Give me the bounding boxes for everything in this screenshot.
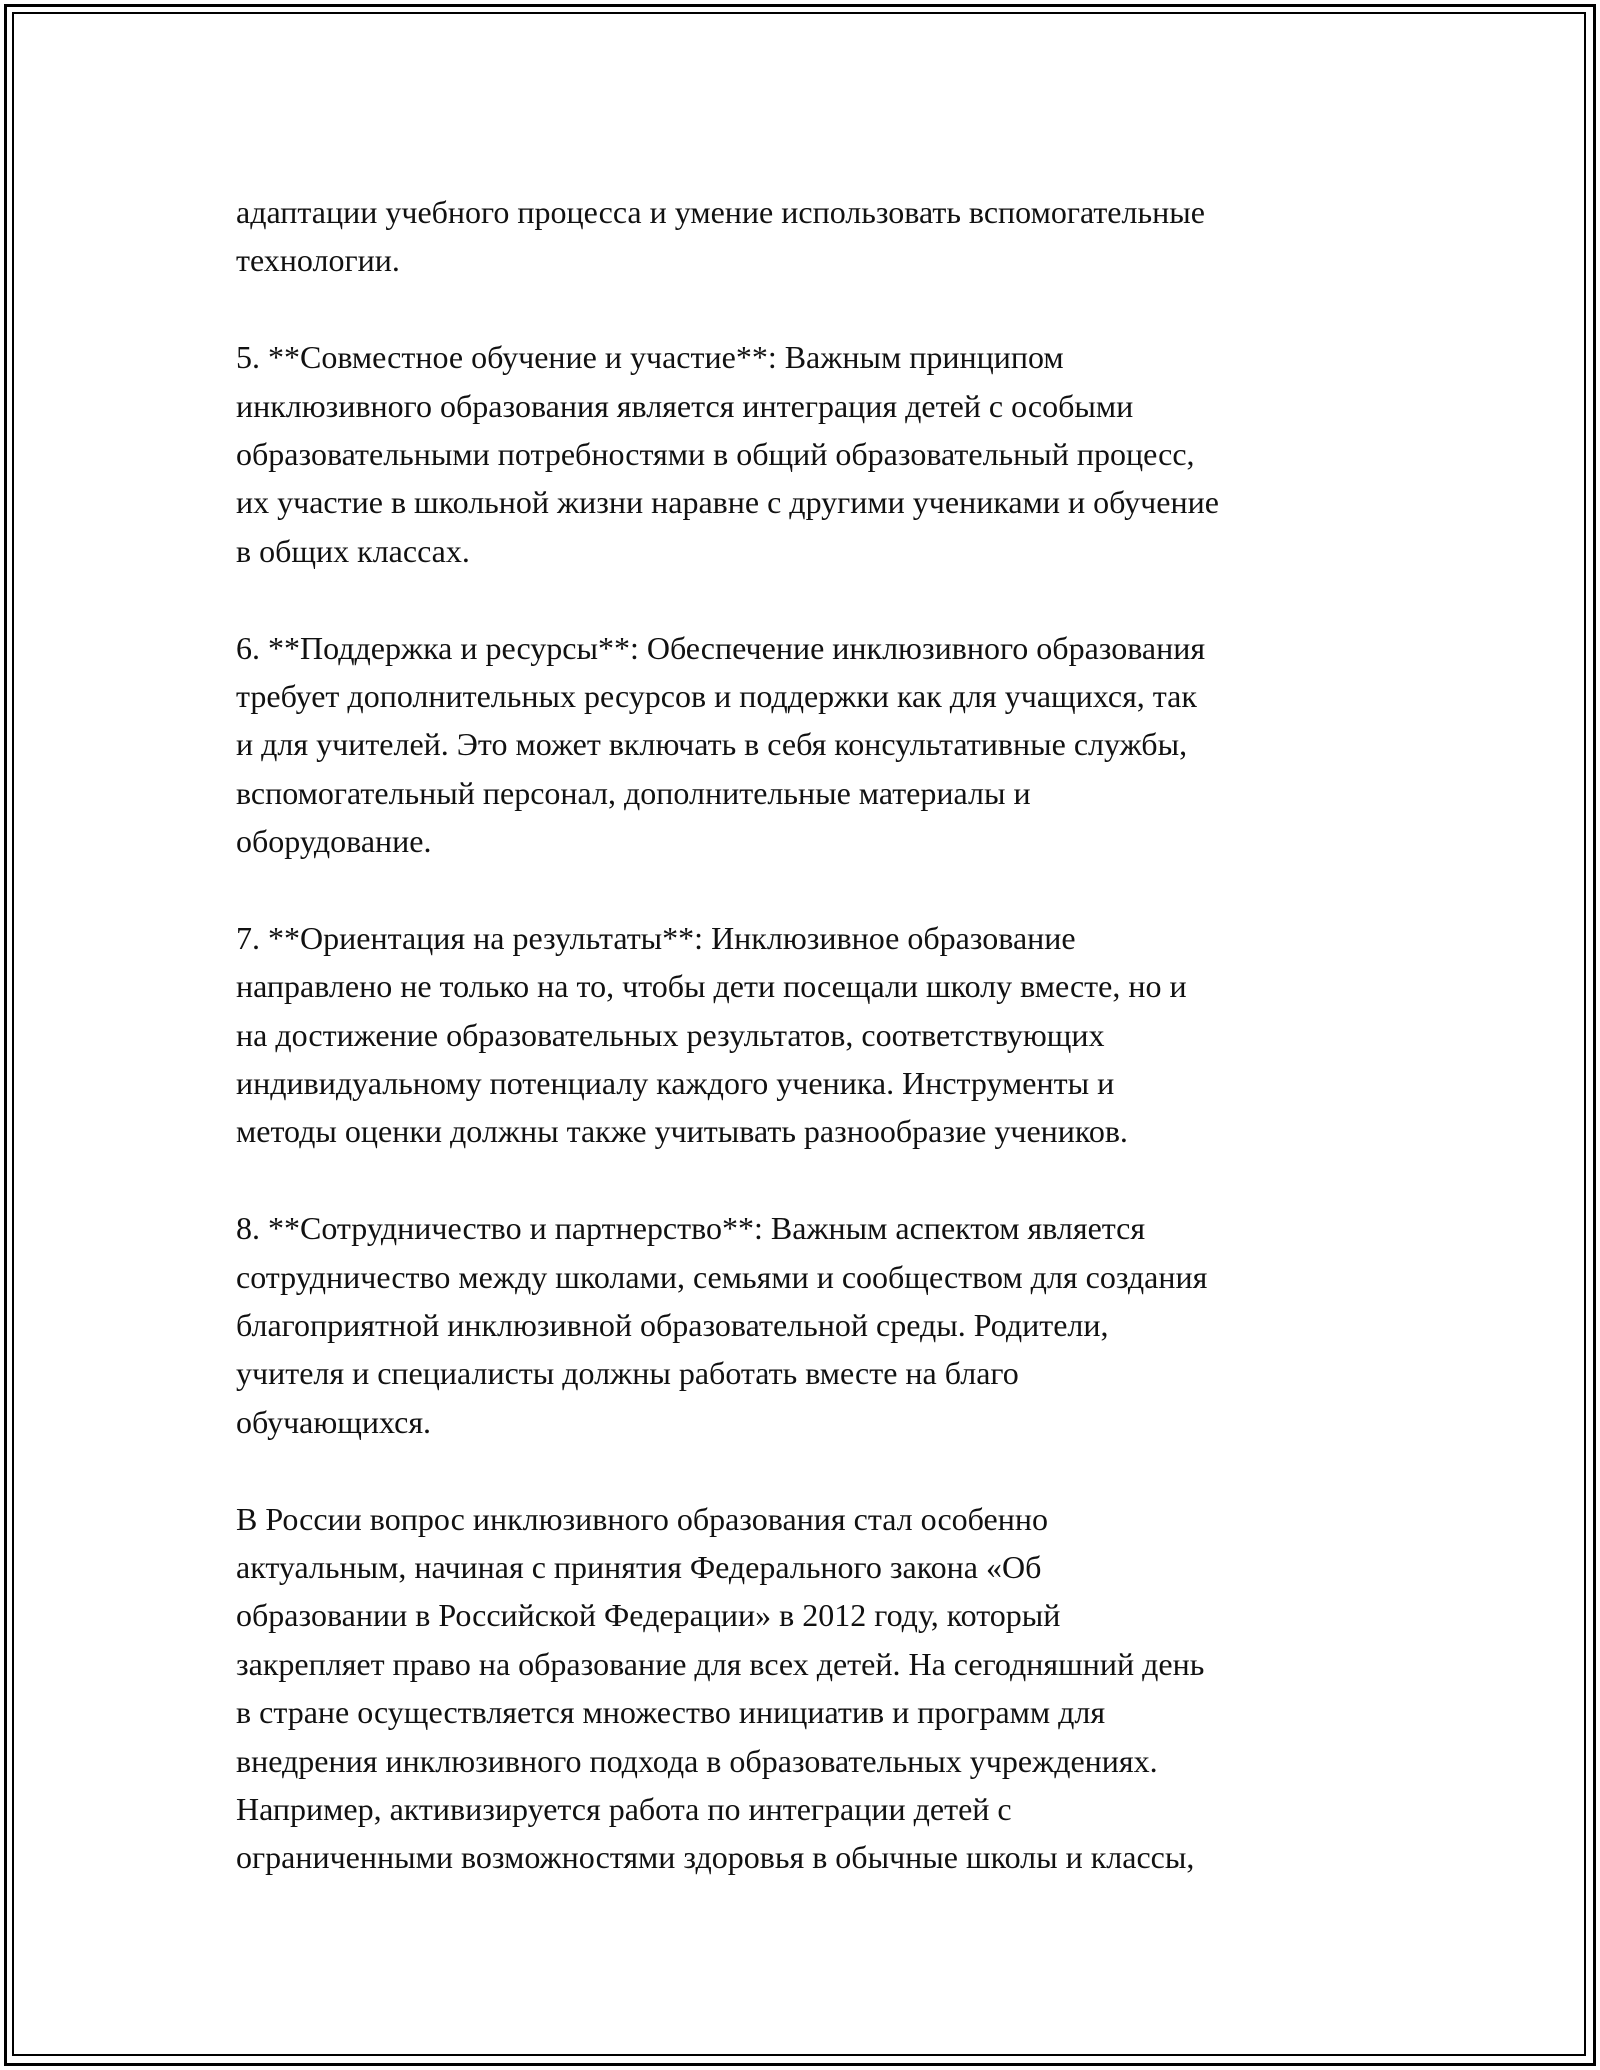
text-line: на достижение образовательных результатов, соответствующих [236, 1016, 1105, 1053]
text-line: закрепляет право на образование для всех детей. На сегодняшний день [236, 1645, 1205, 1682]
paragraph-intro-continued [236, 188, 1386, 285]
text-line: их участие в школьной жизни наравне с другими учениками и обучение [236, 484, 1219, 521]
text-line: Например, активизируется работа по интеграции детей с [236, 1790, 1012, 1827]
text-line: индивидуальному потенциалу каждого ученика. Инструменты и [236, 1065, 1115, 1102]
text-line: образовательными потребностями в общий образовательный процесс, [236, 435, 1195, 472]
text-line: обучающихся. [236, 1403, 432, 1440]
document-body [236, 188, 1386, 1882]
text-line: благоприятной инклюзивной образовательной среды. Родители, [236, 1306, 1109, 1343]
paragraph-gap [236, 1446, 1386, 1494]
text-line: методы оценки должны также учитывать разнообразие учеников. [236, 1113, 1128, 1150]
paragraph-item-7 [236, 914, 1386, 1156]
text-line: внедрения инклюзивного подхода в образовательных учреждениях. [236, 1742, 1158, 1779]
paragraph-item-6 [236, 624, 1386, 866]
text-line: 5. **Совместное обучение и участие**: Важным принципом [236, 339, 1064, 376]
text-line: В России вопрос инклюзивного образования стал особенно [236, 1500, 1048, 1537]
text-line: технологии. [236, 242, 400, 279]
text-line: адаптации учебного процесса и умение использовать вспомогательные [236, 194, 1205, 230]
paragraph-gap [236, 575, 1386, 623]
text-line: и для учителей. Это может включать в себя консультативные службы, [236, 726, 1188, 763]
text-line: образовании в Российской Федерации» в 2012 году, который [236, 1597, 1061, 1634]
paragraph-russia [236, 1495, 1386, 1882]
text-line: 7. **Ориентация на результаты**: Инклюзивное образование [236, 919, 1076, 956]
paragraph-item-8 [236, 1204, 1386, 1446]
text-line: оборудование. [236, 823, 432, 860]
text-line: требует дополнительных ресурсов и поддержки как для учащихся, так [236, 677, 1197, 714]
text-line: ограниченными возможностями здоровья в обычные школы и классы, [236, 1839, 1195, 1876]
text-line: инклюзивного образования является интеграция детей с особыми [236, 387, 1134, 424]
text-line: сотрудничество между школами, семьями и сообществом для создания [236, 1258, 1208, 1295]
text-line: в общих классах. [236, 532, 470, 569]
paragraph-gap [236, 285, 1386, 333]
text-line: направлено не только на то, чтобы дети посещали школу вместе, но и [236, 968, 1187, 1005]
text-line: учителя и специалисты должны работать вместе на благо [236, 1355, 1019, 1392]
paragraph-gap [236, 865, 1386, 913]
text-line: 8. **Сотрудничество и партнерство**: Важным аспектом является [236, 1210, 1146, 1247]
text-line: 6. **Поддержка и ресурсы**: Обеспечение инклюзивного образования [236, 629, 1206, 666]
paragraph-gap [236, 1156, 1386, 1204]
text-line: актуальным, начиная с принятия Федерального закона «Об [236, 1548, 1042, 1585]
text-line: в стране осуществляется множество инициатив и программ для [236, 1694, 1106, 1731]
text-line: вспомогательный персонал, дополнительные материалы и [236, 774, 1031, 811]
paragraph-item-5 [236, 333, 1386, 575]
